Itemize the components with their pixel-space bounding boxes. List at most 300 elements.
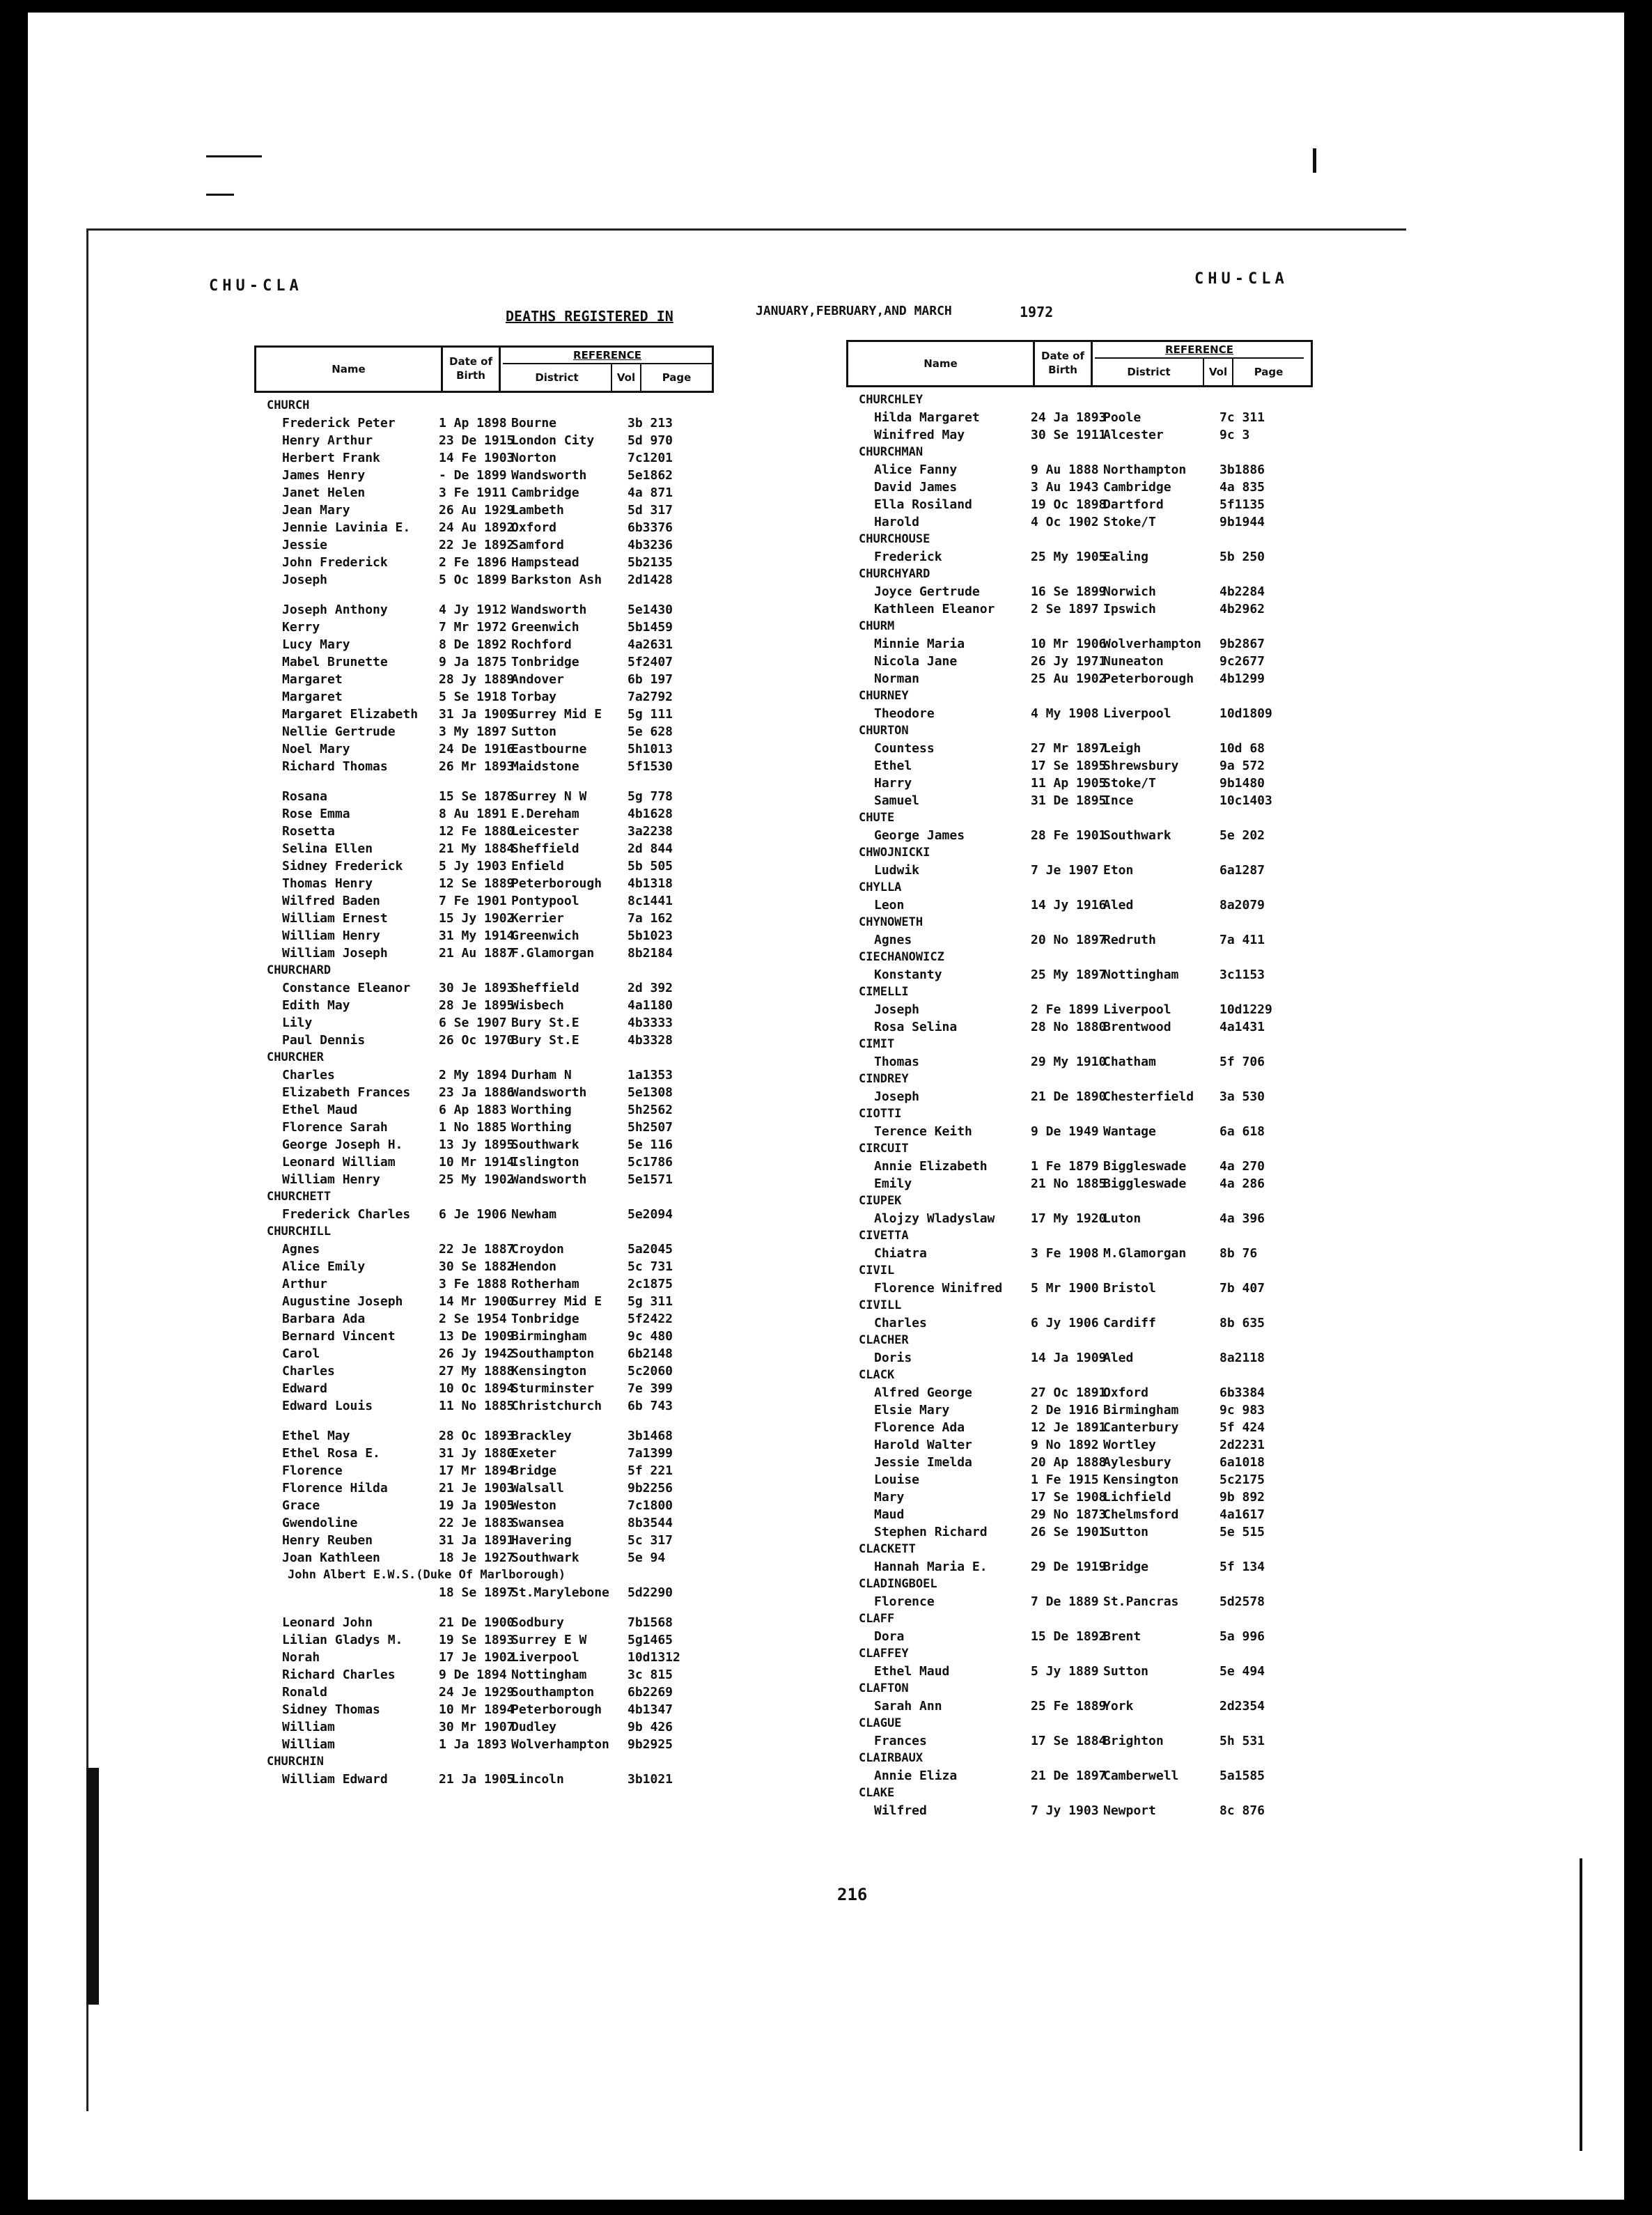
entry-birth-date: 3 Fe 1911 bbox=[439, 485, 507, 500]
name-heading: Name bbox=[848, 342, 1035, 385]
entry-birth-date: 8 Au 1891 bbox=[439, 807, 507, 821]
entry-district: Biggleswade bbox=[1103, 1176, 1187, 1191]
surname-heading: CHURCHETT bbox=[267, 1190, 332, 1204]
entry-name: Richard Thomas bbox=[282, 759, 388, 774]
entry-birth-date: 27 My 1888 bbox=[439, 1364, 515, 1378]
entry-birth-date: 26 Jy 1971 bbox=[1031, 654, 1107, 669]
entry-district: Wisbech bbox=[511, 998, 564, 1013]
entry-volume-page: 4b3236 bbox=[628, 538, 673, 552]
surname-heading: CHURCH bbox=[267, 398, 310, 412]
entry-name: Leonard John bbox=[282, 1615, 373, 1630]
surname-heading: CHURNEY bbox=[859, 689, 909, 703]
entry-volume-page: 9c2677 bbox=[1219, 654, 1265, 669]
entry-volume-page: 2d2354 bbox=[1219, 1699, 1265, 1713]
table-row bbox=[846, 862, 1313, 879]
entry-volume-page: 8c 876 bbox=[1219, 1803, 1265, 1818]
entry-volume-page: 9b2925 bbox=[628, 1737, 673, 1752]
table-row bbox=[846, 966, 1313, 984]
table-row bbox=[846, 1489, 1313, 1506]
table-row bbox=[846, 1158, 1313, 1175]
entry-name: Rosetta bbox=[282, 824, 335, 839]
entry-district: Kensington bbox=[1103, 1472, 1179, 1487]
entry-volume-page: 10c1403 bbox=[1219, 793, 1272, 808]
surname-heading: CLACHER bbox=[859, 1333, 909, 1347]
entry-volume-page: 8b2184 bbox=[628, 946, 673, 961]
entry-volume-page: 7c1201 bbox=[628, 451, 673, 465]
entry-name: Chiatra bbox=[874, 1246, 927, 1261]
entry-volume-page: 5b 505 bbox=[628, 859, 673, 873]
entry-name: William bbox=[282, 1737, 335, 1752]
entry-district: Sodbury bbox=[511, 1615, 564, 1630]
surname-heading: CIVILL bbox=[859, 1298, 902, 1312]
entry-district: Aled bbox=[1103, 1351, 1134, 1365]
entry-name: Norman bbox=[874, 671, 920, 686]
table-row bbox=[254, 636, 714, 653]
entry-birth-date: 2 Se 1897 bbox=[1031, 602, 1099, 616]
table-row bbox=[254, 805, 714, 823]
surname-heading: CHURCHMAN bbox=[859, 445, 924, 459]
entry-birth-date: 15 De 1892 bbox=[1031, 1629, 1107, 1644]
table-row bbox=[254, 1614, 714, 1631]
entry-district: Durham N bbox=[511, 1068, 572, 1082]
entry-birth-date: 14 Jy 1916 bbox=[1031, 898, 1107, 912]
table-row bbox=[254, 519, 714, 536]
entry-name: Jessie bbox=[282, 538, 328, 552]
entry-name: Leon bbox=[874, 898, 905, 912]
entry-volume-page: 5a 996 bbox=[1219, 1629, 1265, 1644]
entry-volume-page: 2c1875 bbox=[628, 1277, 673, 1291]
entry-birth-date: 13 Jy 1895 bbox=[439, 1137, 515, 1152]
entry-name: Rose Emma bbox=[282, 807, 350, 821]
entry-volume-page: 5d2578 bbox=[1219, 1594, 1265, 1609]
entry-birth-date: 27 Oc 1891 bbox=[1031, 1385, 1107, 1400]
entry-district: Northampton bbox=[1103, 463, 1187, 477]
entry-district: Tonbridge bbox=[511, 655, 579, 669]
entry-name: Arthur bbox=[282, 1277, 328, 1291]
table-row bbox=[846, 1001, 1313, 1018]
entry-name: Hilda Margaret bbox=[874, 410, 980, 425]
entry-district: Torbay bbox=[511, 690, 557, 704]
entry-district: Worthing bbox=[511, 1120, 572, 1135]
entry-name: Annie Elizabeth bbox=[874, 1159, 988, 1174]
entry-name: Rosa Selina bbox=[874, 1020, 958, 1034]
table-row bbox=[254, 1119, 714, 1136]
table-row bbox=[254, 1445, 714, 1462]
entry-birth-date: 30 Mr 1907 bbox=[439, 1720, 515, 1734]
entry-birth-date: 18 Se 1897 bbox=[439, 1585, 515, 1600]
entry-district: Newport bbox=[1103, 1803, 1156, 1818]
entry-birth-date: 1 No 1885 bbox=[439, 1120, 507, 1135]
entry-birth-date: 24 Je 1929 bbox=[439, 1685, 515, 1700]
entry-name: William Henry bbox=[282, 1172, 380, 1187]
entry-name: Selina Ellen bbox=[282, 841, 373, 856]
table-row bbox=[846, 1401, 1313, 1419]
entry-volume-page: 5f1135 bbox=[1219, 497, 1265, 512]
entry-volume-page: 3a 530 bbox=[1219, 1089, 1265, 1104]
entry-name: Florence Hilda bbox=[282, 1481, 388, 1495]
entry-district: Camberwell bbox=[1103, 1769, 1179, 1783]
entry-birth-date: 2 Fe 1899 bbox=[1031, 1002, 1099, 1017]
entry-volume-page: 4a2631 bbox=[628, 637, 673, 652]
entry-name: Margaret bbox=[282, 672, 343, 687]
entry-name: Margaret bbox=[282, 690, 343, 704]
entry-birth-date: 26 Au 1929 bbox=[439, 503, 515, 518]
table-row bbox=[846, 757, 1313, 775]
entry-district: Oxford bbox=[511, 520, 557, 535]
entry-name: Sidney Frederick bbox=[282, 859, 403, 873]
entry-volume-page: 5e1308 bbox=[628, 1085, 673, 1100]
entry-volume-page: 5e 116 bbox=[628, 1137, 673, 1152]
entry-name: Terence Keith bbox=[874, 1124, 972, 1139]
right-column bbox=[846, 340, 1313, 1819]
register-sheet bbox=[28, 13, 1624, 2200]
entry-volume-page: 6a 618 bbox=[1219, 1124, 1265, 1139]
entry-birth-date: 4 My 1908 bbox=[1031, 706, 1099, 721]
table-row bbox=[254, 1032, 714, 1049]
entry-name: Lucy Mary bbox=[282, 637, 350, 652]
entry-district: Walsall bbox=[511, 1481, 564, 1495]
entry-district: Kerrier bbox=[511, 911, 564, 926]
entry-district: Nottingham bbox=[1103, 967, 1179, 982]
entry-name: Sidney Thomas bbox=[282, 1702, 380, 1717]
entry-district: Enfield bbox=[511, 859, 564, 873]
dob-heading-line1: Date of bbox=[1041, 350, 1084, 362]
entry-volume-page: 6b 743 bbox=[628, 1399, 673, 1413]
surname-heading: CIRCUIT bbox=[859, 1142, 909, 1156]
entry-name: Augustine Joseph bbox=[282, 1294, 403, 1309]
entry-birth-date: 12 Fe 1880 bbox=[439, 824, 515, 839]
table-row bbox=[254, 1345, 714, 1362]
table-row bbox=[254, 875, 714, 892]
entry-district: Greenwich bbox=[511, 928, 579, 943]
entry-district: York bbox=[1103, 1699, 1134, 1713]
entry-volume-page: 5g 778 bbox=[628, 789, 673, 804]
entry-birth-date: 28 Je 1895 bbox=[439, 998, 515, 1013]
entry-volume-page: 8b3544 bbox=[628, 1516, 673, 1530]
entry-volume-page: 5e1571 bbox=[628, 1172, 673, 1187]
entry-birth-date: 5 Se 1918 bbox=[439, 690, 507, 704]
entry-name: Alfred George bbox=[874, 1385, 972, 1400]
entry-name: Wilfred bbox=[874, 1803, 927, 1818]
entry-birth-date: 3 Fe 1888 bbox=[439, 1277, 507, 1291]
table-row bbox=[254, 619, 714, 636]
entry-volume-page: 7c 311 bbox=[1219, 410, 1265, 425]
entry-district: Surrey Mid E bbox=[511, 1294, 602, 1309]
entry-district: Chesterfield bbox=[1103, 1089, 1194, 1104]
entry-volume-page: 4a1431 bbox=[1219, 1020, 1265, 1034]
entry-name: Countess bbox=[874, 741, 935, 756]
entry-volume-page: 4b3333 bbox=[628, 1016, 673, 1030]
scan-mark bbox=[1580, 1858, 1582, 2151]
table-row bbox=[254, 1171, 714, 1188]
period-year: 1972 bbox=[1020, 304, 1054, 320]
entry-name: Herbert Frank bbox=[282, 451, 380, 465]
table-row bbox=[254, 945, 714, 962]
entry-name: Charles bbox=[282, 1068, 335, 1082]
table-row bbox=[254, 601, 714, 619]
entry-volume-page: 5f 134 bbox=[1219, 1560, 1265, 1574]
table-row bbox=[254, 788, 714, 805]
entry-birth-date: 11 No 1885 bbox=[439, 1399, 515, 1413]
table-row bbox=[254, 1310, 714, 1328]
entry-district: Wandsworth bbox=[511, 1085, 587, 1100]
table-row bbox=[254, 1362, 714, 1380]
scan-mark bbox=[206, 155, 262, 157]
entry-district: Aylesbury bbox=[1103, 1455, 1171, 1470]
entry-birth-date: 1 Fe 1915 bbox=[1031, 1472, 1099, 1487]
dob-heading bbox=[443, 348, 501, 391]
vol-heading: Vol bbox=[1204, 359, 1233, 385]
surname-heading: CIECHANOWICZ bbox=[859, 950, 944, 964]
table-row bbox=[846, 1558, 1313, 1576]
entry-volume-page: 5e1862 bbox=[628, 468, 673, 483]
entry-volume-page: 9b2256 bbox=[628, 1481, 673, 1495]
table-row bbox=[254, 1462, 714, 1479]
entry-volume-page: 5d2290 bbox=[628, 1585, 673, 1600]
table-row bbox=[846, 496, 1313, 513]
entry-district: Maidstone bbox=[511, 759, 579, 774]
block-spacer bbox=[254, 1601, 714, 1614]
entry-birth-date: 17 Se 1908 bbox=[1031, 1490, 1107, 1505]
entry-name: Jennie Lavinia E. bbox=[282, 520, 411, 535]
entry-district: St.Marylebone bbox=[511, 1585, 609, 1600]
entry-birth-date: 31 Ja 1909 bbox=[439, 707, 515, 722]
entry-name: Joan Kathleen bbox=[282, 1550, 380, 1565]
scan-mark bbox=[206, 194, 234, 196]
table-row bbox=[254, 840, 714, 857]
entry-name: Joseph Anthony bbox=[282, 603, 388, 617]
surname-heading: CIUPEK bbox=[859, 1194, 902, 1208]
entry-name: Maud bbox=[874, 1507, 905, 1522]
entry-birth-date: 9 Ja 1875 bbox=[439, 655, 507, 669]
table-row bbox=[254, 1136, 714, 1153]
entry-volume-page: 4a 871 bbox=[628, 485, 673, 500]
entry-birth-date: 23 De 1915 bbox=[439, 433, 515, 448]
entry-birth-date: 22 Je 1892 bbox=[439, 538, 515, 552]
entry-birth-date: 24 Au 1892 bbox=[439, 520, 515, 535]
table-row bbox=[254, 1153, 714, 1171]
surname-heading: CHURTON bbox=[859, 724, 909, 738]
entry-district: Redruth bbox=[1103, 933, 1156, 947]
entry-district: Bury St.E bbox=[511, 1016, 579, 1030]
surname-heading: CHURCHILL bbox=[267, 1225, 332, 1238]
table-row bbox=[254, 1258, 714, 1275]
table-row bbox=[254, 892, 714, 910]
entry-volume-page: 9b1944 bbox=[1219, 515, 1265, 529]
entry-name: Richard Charles bbox=[282, 1668, 396, 1682]
entry-name: Paul Dennis bbox=[282, 1033, 366, 1048]
entry-birth-date: 26 Mr 1893 bbox=[439, 759, 515, 774]
table-row bbox=[846, 1175, 1313, 1192]
table-row bbox=[846, 600, 1313, 618]
entry-birth-date: 28 Fe 1901 bbox=[1031, 828, 1107, 843]
entry-district: Aled bbox=[1103, 898, 1134, 912]
entry-birth-date: 31 Jy 1880 bbox=[439, 1446, 515, 1461]
entry-birth-date: 21 De 1890 bbox=[1031, 1089, 1107, 1104]
entry-name: Frederick Charles bbox=[282, 1207, 411, 1222]
entry-name: Harold Walter bbox=[874, 1438, 972, 1452]
entry-district: Norwich bbox=[1103, 584, 1156, 599]
entry-name: Annie Eliza bbox=[874, 1769, 958, 1783]
entry-district: Alcester bbox=[1103, 428, 1164, 442]
entry-volume-page: 5h 531 bbox=[1219, 1734, 1265, 1748]
table-row bbox=[846, 1454, 1313, 1471]
entry-name: Minnie Maria bbox=[874, 637, 965, 651]
surname-heading: CLACK bbox=[859, 1368, 895, 1382]
table-row bbox=[846, 1593, 1313, 1610]
name-heading: Name bbox=[256, 348, 443, 391]
entry-birth-date: 26 Se 1901 bbox=[1031, 1525, 1107, 1539]
table-row bbox=[254, 1066, 714, 1084]
entry-volume-page: 7a 162 bbox=[628, 911, 673, 926]
table-row bbox=[254, 1718, 714, 1736]
entry-volume-page: 7c1800 bbox=[628, 1498, 673, 1513]
table-row bbox=[846, 1419, 1313, 1436]
entry-volume-page: 10d1809 bbox=[1219, 706, 1272, 721]
entry-district: Surrey E W bbox=[511, 1633, 587, 1647]
entry-volume-page: 5e 94 bbox=[628, 1550, 666, 1565]
surname-heading: CLACKETT bbox=[859, 1542, 916, 1556]
entry-district: Birmingham bbox=[511, 1329, 587, 1344]
surname-heading: CHYNOWETH bbox=[859, 915, 924, 929]
entry-district: Cardiff bbox=[1103, 1316, 1156, 1330]
table-row bbox=[846, 1384, 1313, 1401]
entry-volume-page: 3c1153 bbox=[1219, 967, 1265, 982]
entry-volume-page: 7a2792 bbox=[628, 690, 673, 704]
entry-district: Wandsworth bbox=[511, 1172, 587, 1187]
entry-name: Ella Rosiland bbox=[874, 497, 972, 512]
entry-birth-date: 21 Au 1887 bbox=[439, 946, 515, 961]
entry-name: William Edward bbox=[282, 1772, 388, 1787]
table-row bbox=[846, 1245, 1313, 1262]
table-row bbox=[254, 571, 714, 589]
entry-birth-date: 21 Je 1903 bbox=[439, 1481, 515, 1495]
entry-birth-date: 17 Se 1884 bbox=[1031, 1734, 1107, 1748]
entry-volume-page: 5b 250 bbox=[1219, 550, 1265, 564]
table-row bbox=[254, 979, 714, 997]
entry-volume-page: 4b1628 bbox=[628, 807, 673, 821]
entry-district: Wantage bbox=[1103, 1124, 1156, 1139]
entry-birth-date: 29 No 1873 bbox=[1031, 1507, 1107, 1522]
entry-birth-date: 14 Mr 1900 bbox=[439, 1294, 515, 1309]
surname-heading: CLAIRBAUX bbox=[859, 1751, 924, 1765]
entry-district: Sutton bbox=[1103, 1525, 1149, 1539]
table-row bbox=[254, 740, 714, 758]
table-row bbox=[846, 1314, 1313, 1332]
entry-name: Gwendoline bbox=[282, 1516, 358, 1530]
entry-district: Bury St.E bbox=[511, 1033, 579, 1048]
entry-district: Biggleswade bbox=[1103, 1159, 1187, 1174]
entry-name: Edith May bbox=[282, 998, 350, 1013]
entry-district: Brent bbox=[1103, 1629, 1141, 1644]
entry-name: Lilian Gladys M. bbox=[282, 1633, 403, 1647]
table-row bbox=[254, 1684, 714, 1701]
table-row bbox=[254, 432, 714, 449]
entry-name: Ethel bbox=[874, 759, 912, 773]
entry-birth-date: 3 My 1897 bbox=[439, 724, 507, 739]
entry-volume-page: 5e 515 bbox=[1219, 1525, 1265, 1539]
index-code-left: CHU-CLA bbox=[209, 277, 303, 295]
entry-volume-page: 9c 983 bbox=[1219, 1403, 1265, 1417]
entry-name: Henry Reuben bbox=[282, 1533, 373, 1548]
entry-district: Wandsworth bbox=[511, 468, 587, 483]
entry-district: Brackley bbox=[511, 1429, 572, 1443]
entry-birth-date: 2 De 1916 bbox=[1031, 1403, 1099, 1417]
table-row bbox=[254, 414, 714, 432]
entry-volume-page: 5h2562 bbox=[628, 1103, 673, 1117]
table-row bbox=[254, 1380, 714, 1397]
entry-birth-date: 26 Oc 1970 bbox=[439, 1033, 515, 1048]
entry-district: Andover bbox=[511, 672, 564, 687]
entry-birth-date: 30 Se 1882 bbox=[439, 1259, 515, 1274]
table-row bbox=[254, 1427, 714, 1445]
entry-volume-page: 5f1530 bbox=[628, 759, 673, 774]
entry-birth-date: 1 Ap 1898 bbox=[439, 416, 507, 430]
table-row bbox=[254, 1549, 714, 1567]
entry-district: Poole bbox=[1103, 410, 1141, 425]
entry-district: Luton bbox=[1103, 1211, 1141, 1226]
entry-volume-page: 5c2175 bbox=[1219, 1472, 1265, 1487]
entry-district: Chatham bbox=[1103, 1055, 1156, 1069]
table-row bbox=[846, 426, 1313, 444]
entry-name: Sarah Ann bbox=[874, 1699, 942, 1713]
table-row bbox=[254, 1101, 714, 1119]
entry-district: Ipswich bbox=[1103, 602, 1156, 616]
entry-district: Southampton bbox=[511, 1346, 595, 1361]
entry-birth-date: 23 Ja 1886 bbox=[439, 1085, 515, 1100]
entry-volume-page: 3a2238 bbox=[628, 824, 673, 839]
entry-volume-page: 5a1585 bbox=[1219, 1769, 1265, 1783]
entry-name: William Ernest bbox=[282, 911, 388, 926]
entry-birth-date: 19 Oc 1898 bbox=[1031, 497, 1107, 512]
entry-birth-date: 18 Je 1927 bbox=[439, 1550, 515, 1565]
entry-name: Winifred May bbox=[874, 428, 965, 442]
entry-birth-date: 1 Ja 1893 bbox=[439, 1737, 507, 1752]
entry-district: Southwark bbox=[511, 1137, 579, 1152]
entry-district: Brentwood bbox=[1103, 1020, 1171, 1034]
table-row bbox=[254, 671, 714, 688]
entry-name: Florence Ada bbox=[874, 1420, 965, 1435]
entry-district: Shrewsbury bbox=[1103, 759, 1179, 773]
table-row bbox=[846, 583, 1313, 600]
entry-birth-date: 16 Se 1899 bbox=[1031, 584, 1107, 599]
entry-district: Peterborough bbox=[1103, 671, 1194, 686]
entry-volume-page: 4b2284 bbox=[1219, 584, 1265, 599]
entry-birth-date: 10 Mr 1894 bbox=[439, 1702, 515, 1717]
block-spacer bbox=[254, 1415, 714, 1427]
entry-name: Harry bbox=[874, 776, 912, 791]
entry-volume-page: 5d 970 bbox=[628, 433, 673, 448]
entry-volume-page: 10d1229 bbox=[1219, 1002, 1272, 1017]
entry-district: Birmingham bbox=[1103, 1403, 1179, 1417]
entry-name: Grace bbox=[282, 1498, 320, 1513]
entry-volume-page: 4a1617 bbox=[1219, 1507, 1265, 1522]
table-row bbox=[254, 467, 714, 484]
table-row bbox=[846, 827, 1313, 844]
entry-district: E.Dereham bbox=[511, 807, 579, 821]
entry-district: Peterborough bbox=[511, 876, 602, 891]
page-heading: Page bbox=[662, 371, 692, 384]
table-row bbox=[846, 670, 1313, 687]
entry-name: Alojzy Wladyslaw bbox=[874, 1211, 995, 1226]
entry-birth-date: 5 Oc 1899 bbox=[439, 573, 507, 587]
entry-district: Croydon bbox=[511, 1242, 564, 1257]
entry-volume-page: 8a2118 bbox=[1219, 1351, 1265, 1365]
entry-volume-page: 8b 635 bbox=[1219, 1316, 1265, 1330]
entry-district: Surrey N W bbox=[511, 789, 587, 804]
surname-heading: CIVIL bbox=[859, 1264, 895, 1277]
table-row bbox=[846, 1210, 1313, 1227]
